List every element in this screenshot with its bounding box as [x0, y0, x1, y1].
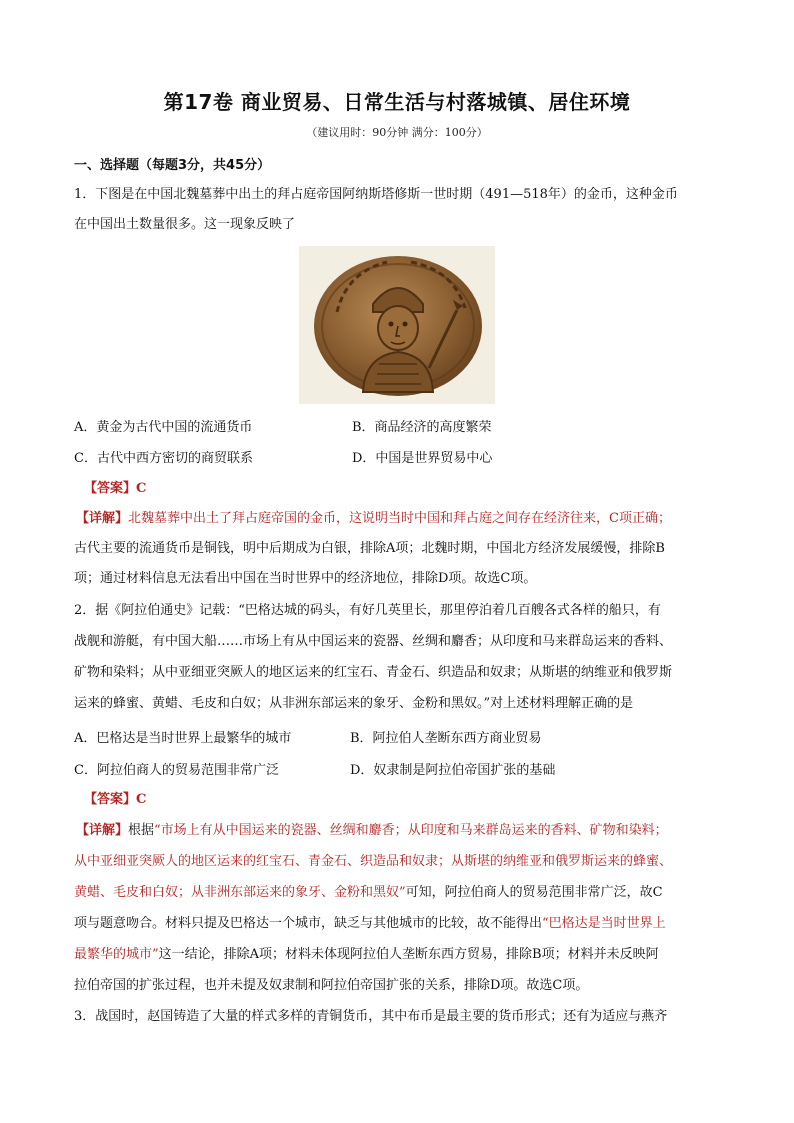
- q3-stem-line-1: 3．战国时，赵国铸造了大量的样式多样的青铜货币，其中布币是最主要的货币形式；还有为适应与燕齐: [74, 1009, 668, 1024]
- q2-detail-line-3: 黄蜡、毛皮和白奴；从非洲东部运来的象牙、金粉和黑奴”可知，阿拉伯商人的贸易范围非常广泛，故C: [74, 885, 663, 900]
- q1-option-b: B．商品经济的高度繁荣: [352, 420, 492, 435]
- q2-answer: 【答案】C: [84, 792, 147, 807]
- q1-option-d: D．中国是世界贸易中心: [352, 451, 493, 466]
- q1-option-a: A．黄金为古代中国的流通货币: [74, 420, 253, 435]
- q2-detail-line-5: 最繁华的城市”这一结论，排除A项；材料未体现阿拉伯人垄断东西方贸易，排除B项；材料并未反映阿: [74, 947, 659, 962]
- detail-tag: 【详解】: [76, 823, 129, 838]
- q2-stem-line-3: 矿物和染料；从中亚细亚突厥人的地区运来的红宝石、青金石、织造品和奴隶；从斯堪的纳维亚和俄罗斯: [74, 665, 673, 680]
- q1-option-c: C．古代中西方密切的商贸联系: [74, 451, 253, 466]
- q1-stem-line-1: 1．下图是在中国北魏墓葬中出土的拜占庭帝国阿纳斯塔修斯一世时期（491—518年）的金币，这种金币: [74, 187, 678, 202]
- coin-image: [299, 246, 495, 404]
- page-title: 第17卷 商业贸易、日常生活与村落城镇、居住环境: [163, 90, 631, 114]
- q1-detail-line-3: 项；通过材料信息无法看出中国在当时世界中的经济地位，排除D项。故选C项。: [74, 571, 537, 586]
- q2-detail-line-1: 【详解】根据“市场上有从中国运来的瓷器、丝绸和麝香；从印度和马来群岛运来的香料、矿物和染料；: [76, 823, 668, 838]
- q1-detail-line-1: 【详解】北魏墓葬中出土了拜占庭帝国的金币，这说明当时中国和拜占庭之间存在经济往来，C项正确；: [76, 511, 671, 526]
- q2-option-b: B．阿拉伯人垄断东西方商业贸易: [350, 731, 542, 746]
- q1-detail-line-2: 古代主要的流通货币是铜钱，明中后期成为白银，排除A项；北魏时期，中国北方经济发展缓慢，排除B: [74, 541, 665, 556]
- byzantine-coin-icon: [307, 252, 489, 398]
- q1-answer: 【答案】C: [84, 481, 147, 496]
- section-heading: 一、选择题（每题3分，共45分）: [74, 158, 271, 173]
- q2-detail-line-4: 项与题意吻合。材料只提及巴格达一个城市，缺乏与其他城市的比较，故不能得出“巴格达是当时世界上: [74, 916, 666, 931]
- q2-detail-line-6: 拉伯帝国的扩张过程，也并未提及奴隶制和阿拉伯帝国扩张的关系，排除D项。故选C项。: [74, 978, 589, 993]
- q2-stem-line-2: 战舰和游艇，有中国大船……市场上有从中国运来的瓷器、丝绸和麝香；从印度和马来群岛运来的香料、: [74, 634, 673, 649]
- q2-option-a: A．巴格达是当时世界上最繁华的城市: [74, 731, 292, 746]
- q1-stem-line-2: 在中国出土数量很多。这一现象反映了: [74, 217, 296, 232]
- q2-option-d: D．奴隶制是阿拉伯帝国扩张的基础: [350, 763, 556, 778]
- page-subtitle: （建议用时：90分钟 满分：100分）: [306, 126, 488, 139]
- q2-stem-line-1: 2．据《阿拉伯通史》记载：“巴格达城的码头，有好几英里长，那里停泊着几百艘各式各样的船只，有: [74, 603, 661, 618]
- q2-stem-line-4: 运来的蜂蜜、黄蜡、毛皮和白奴；从非洲东部运来的象牙、金粉和黑奴。”对上述材料理解正确的是: [74, 696, 634, 711]
- detail-tag: 【详解】: [76, 511, 129, 526]
- q2-detail-line-2: 从中亚细亚突厥人的地区运来的红宝石、青金石、织造品和奴隶；从斯堪的纳维亚和俄罗斯运来的蜂蜜、: [74, 854, 673, 869]
- q2-option-c: C．阿拉伯商人的贸易范围非常广泛: [74, 763, 279, 778]
